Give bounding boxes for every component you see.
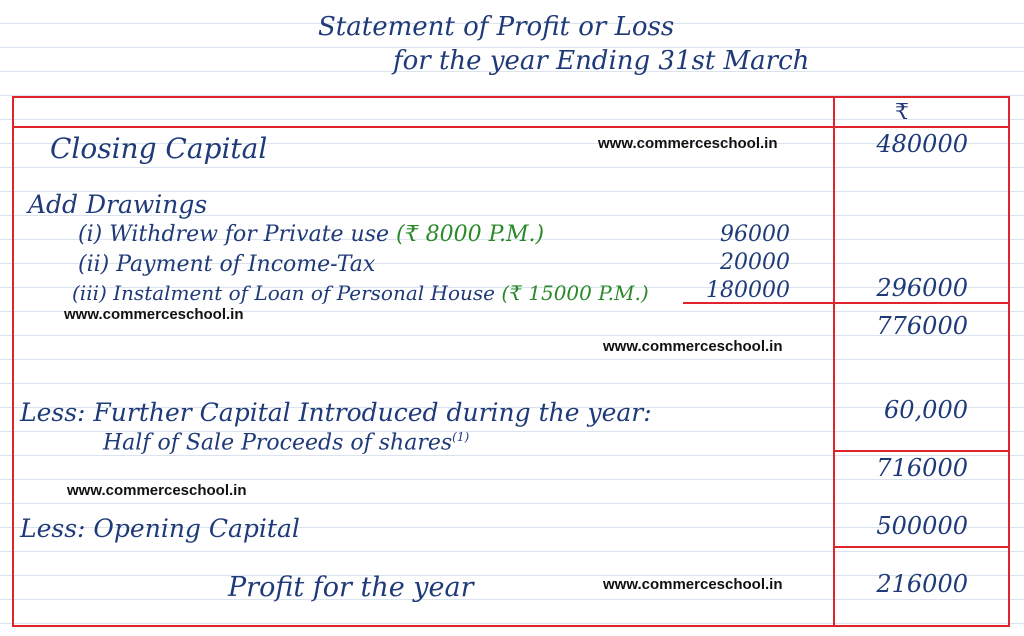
watermark-4: www.commerceschool.in bbox=[67, 482, 247, 499]
less-opening-capital-label: Less: Opening Capital bbox=[20, 514, 300, 543]
header-rule bbox=[12, 126, 1010, 128]
sale-proceeds-footnote: (1) bbox=[452, 430, 470, 444]
drawing3-label bbox=[72, 281, 649, 305]
statement-title: Statement of Profit or Loss bbox=[318, 12, 675, 42]
closing-capital-amount: 480000 bbox=[876, 130, 968, 158]
watermark-2: www.commerceschool.in bbox=[64, 306, 244, 323]
opening-capital-rule bbox=[833, 546, 1010, 548]
drawing3-text: (iii) Instalment of Loan of Personal House bbox=[72, 281, 495, 305]
drawing2-label: (ii) Payment of Income-Tax bbox=[78, 252, 376, 277]
subtotal2-amount: 716000 bbox=[876, 454, 968, 482]
profit-amount: 216000 bbox=[876, 570, 968, 598]
further-capital-amount: 60,000 bbox=[884, 396, 968, 424]
currency-header: ₹ bbox=[895, 100, 909, 125]
less-further-capital-label: Less: Further Capital Introduced during the year: bbox=[20, 398, 652, 427]
drawing1-label bbox=[78, 222, 544, 247]
subtotal-rule bbox=[833, 450, 1010, 452]
profit-label: Profit for the year bbox=[228, 572, 474, 603]
closing-capital-label: Closing Capital bbox=[50, 132, 268, 165]
subtotal1-amount: 776000 bbox=[876, 312, 968, 340]
drawing1-note: (₹ 8000 P.M.) bbox=[396, 222, 545, 247]
watermark-1: www.commerceschool.in bbox=[598, 135, 778, 152]
drawing1-text: (i) Withdrew for Private use bbox=[78, 222, 390, 247]
drawing1-amount: 96000 bbox=[720, 222, 790, 247]
sale-proceeds-label bbox=[103, 430, 469, 455]
drawings-total-amount: 296000 bbox=[876, 274, 968, 302]
drawing3-amount: 180000 bbox=[706, 278, 790, 303]
drawing2-amount: 20000 bbox=[720, 250, 790, 275]
drawing3-note: (₹ 15000 P.M.) bbox=[501, 281, 649, 305]
watermark-5: www.commerceschool.in bbox=[603, 576, 783, 593]
watermark-3: www.commerceschool.in bbox=[603, 338, 783, 355]
add-drawings-label: Add Drawings bbox=[28, 190, 208, 219]
sale-proceeds-text: Half of Sale Proceeds of shares bbox=[103, 430, 453, 456]
opening-capital-amount: 500000 bbox=[876, 512, 968, 540]
statement-subtitle: for the year Ending 31st March bbox=[393, 46, 810, 76]
